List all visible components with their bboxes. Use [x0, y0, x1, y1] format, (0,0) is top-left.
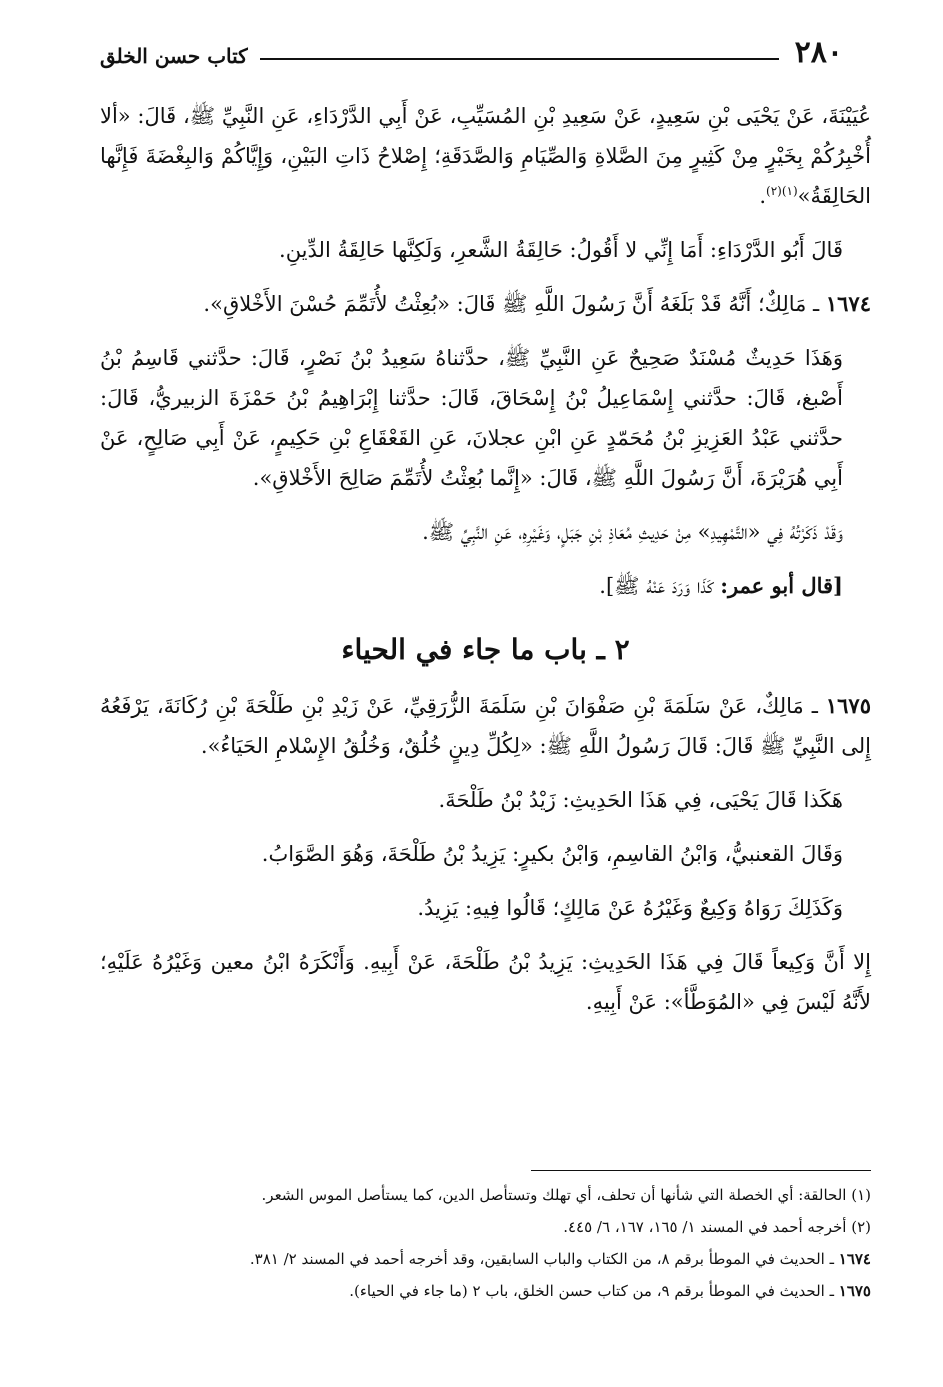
page-number: ٢٨٠	[794, 35, 843, 70]
paragraph-4: وَهَذَا حَدِيثٌ مُسْنَدٌ صَحِيحٌ عَنِ النَّبِيِّ ﷺ، حدَّثناهُ سَعِيدُ بْنُ نَصْرٍ، قَالَ: حدَّثني قَاسِمُ بْنُ أَصْبغ، قَالَ: حدَّثني إِسْمَاعِيلُ بْنُ إِسْحَاقَ، قَالَ: حدَّثنا إِبْرَاهِيمُ بْنُ حَمْزَةَ الزبيريُّ، قَالَ: حدَّثني عَبْدُ العَزِيزِ بْنُ مُحَمّدٍ عَنِ ابْنِ عجلانَ، عَنِ القَعْقَاعِ بْنِ حَكِيمٍ، عَنْ أَبِي صَالِحٍ، عَنْ أَبِي هُرَيْرَةَ، أَنَّ رَسُولَ اللَّهِ ﷺ، قَالَ: «إِنَّما بُعِثْتُ لأُتَمِّمَ صَالِحَ الأَخْلاقِ».	[100, 346, 843, 490]
paragraph-8: هَكَذا قَالَ يَحْيَى، فِي هَذَا الحَدِيثِ: زَيْدُ بْنُ طَلْحَةَ.	[438, 788, 843, 812]
abu-umar-label: [قال أبو عمر:	[720, 573, 843, 598]
footnote-number: ١٦٧٥	[838, 1282, 871, 1300]
paragraph-11: إِلا أَنَّ وَكِيعاً قَالَ فِي هَذَا الحَدِيثِ: يَزِيدُ بْنُ طَلْحَةَ، عَنْ أَبِيهِ. وَأَنْكَرَهُ ابْنُ معين وَغَيْرُهُ عَلَيْهِ؛ لأَنَّهُ لَيْسَ فِي «المُوَطَّأ»: عَنْ أَبِيهِ.	[100, 950, 871, 1014]
footnote-1674-text: ـ الحديث في الموطأ برقم ٨، من الكتاب والباب السابقين، وقد أخرجه أحمد في المسند ٢/ ٣٨١.	[249, 1250, 839, 1268]
footnote-refs: (١)(٢)	[766, 184, 798, 198]
main-text	[100, 96, 871, 1036]
footnote-2: (٢) أخرجه أحمد في المسند ١/ ١٦٥، ١٦٧، ٦/ ٤٤٥.	[563, 1218, 871, 1236]
book-title: كتاب حسن الخلق	[100, 44, 248, 68]
footnote-1675	[100, 1277, 871, 1305]
hadith-1674-text: ـ مَالِكٌ؛ أَنَّهُ قَدْ بَلَغَهُ أَنَّ رَسُولَ اللَّهِ ﷺ قَالَ: «بُعِثْتُ لأُتَمِّمَ حُسْنَ الأَخْلاقِ».	[203, 292, 826, 316]
paragraph-6	[100, 566, 871, 606]
footnote-1: (١) الحالقة: أي الخصلة التي شأنها أن تحلف، أي تهلك وتستأصل الدين، كما يستأصل الموس الشعر.	[261, 1186, 871, 1204]
paragraph-5: وَقَدْ ذَكَرْتُهُ فِي «التَّمْهِيدِ» مِنْ حَدِيثِ مُعَاذِ بْنِ جَبَلٍ، وَغَيْرِهِ، عَنِ النَّبِيِّ ﷺ.	[422, 520, 843, 544]
hadith-1674	[100, 284, 871, 324]
hadith-number: ١٦٧٥	[825, 693, 871, 718]
hadith-number: ١٦٧٤	[825, 291, 871, 316]
footnotes	[100, 1170, 871, 1309]
page-header	[100, 28, 843, 68]
footnote-1674	[100, 1245, 871, 1273]
footnote-1675-text: ـ الحديث في الموطأ برقم ٩، من كتاب حسن الخلق، باب ٢ (ما جاء في الحياء).	[349, 1282, 839, 1300]
paragraph-2: قَالَ أَبُو الدَّرْدَاءِ: أَمَا إِنِّي لا أَقُولُ: حَالِقَةُ الشَّعرِ، وَلَكِنَّها حَالِقَةُ الدِّينِ.	[279, 238, 843, 262]
hadith-1675	[100, 686, 871, 766]
header-rule	[260, 58, 779, 60]
section-heading: ٢ ـ باب ما جاء في الحياء	[341, 633, 630, 666]
footnote-rule	[531, 1170, 871, 1171]
paragraph-1-text: عُيَيْنَةَ، عَنْ يَحْيَى بْنِ سَعِيدٍ، عَنْ سَعِيدِ بْنِ المُسَيِّبِ، عَنْ أَبِي الدَّرْدَاءِ، عَنِ النَّبِيِّ ﷺ، قَالَ: «ألا أُخْبِرُكُمْ بِخَيْرٍ مِنْ كَثِيرٍ مِنَ الصَّلاةِ وَالصِّيَامِ وَالصَّدَقَةِ؛ إِصْلاحُ ذَاتِ البَيْنِ، وَإِيَّاكُمْ وَالبِغْضَةَ فَإِنَّها الحَالِقَةُ»	[100, 104, 871, 208]
hadith-1675-text: ـ مَالِكٌ، عَنْ سَلَمَةَ بْنِ صَفْوَانَ بْنِ سَلَمَةَ الزُّرَقِيِّ، عَنْ زَيْدِ بْنِ طَلْحَةَ بْنِ رُكَانَةَ، يَرْفَعُهُ إِلى النَّبِيِّ ﷺ قَالَ: قَالَ رَسُولُ اللَّهِ ﷺ: «لِكُلِّ دِينٍ خُلُقٌ، وَخُلُقُ الإِسْلامِ الحَيَاءُ».	[100, 694, 871, 758]
paragraph-1-end: .	[759, 184, 767, 208]
paragraph-9: وَقَالَ القعنبيُّ، وَابْنُ القاسِمِ، وَابْنُ بكيرٍ: يَزِيدُ بْنُ طَلْحَةَ، وَهُوَ الصَّوَابُ.	[261, 842, 843, 866]
paragraph-10: وَكَذَلِكَ رَوَاهُ وَكِيعٌ وَغَيْرُهُ عَنْ مَالِكٍ؛ قَالُوا فِيهِ: يَزِيدُ.	[417, 896, 843, 920]
footnote-number: ١٦٧٤	[838, 1250, 871, 1268]
paragraph-1	[100, 96, 871, 216]
paragraph-6-text: كَذَا وَرَدَ عَنْهُ ﷺ].	[599, 574, 721, 598]
